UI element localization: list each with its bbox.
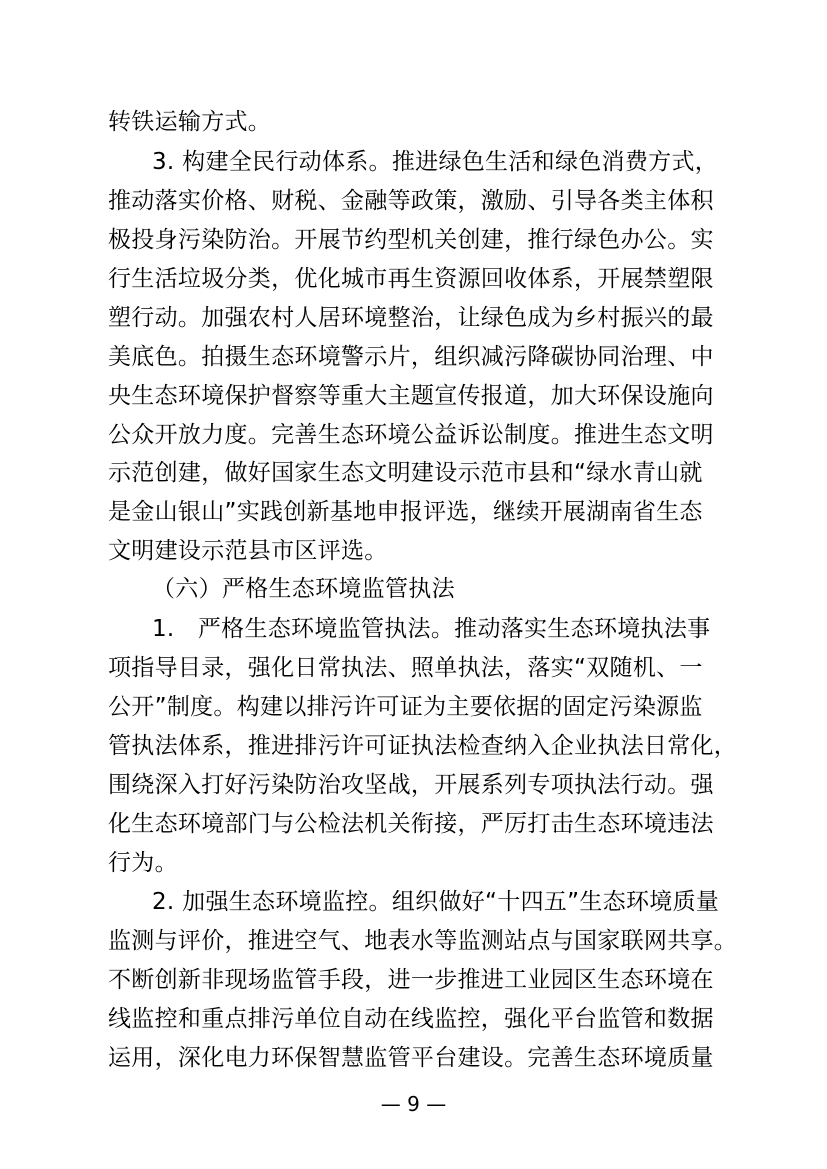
text-line: 不断创新非现场监管手段，进一步推进工业园区生态环境在 <box>108 967 714 993</box>
text-line: 行为。 <box>108 850 178 876</box>
text-line: 3. 构建全民行动体系。推进绿色生活和绿色消费方式， <box>152 149 719 175</box>
text-line: 央生态环境保护督察等重大主题宣传报道，加大环保设施向 <box>108 383 714 409</box>
text-line: 塑行动。加强农村人居环境整治，让绿色成为乡村振兴的最 <box>108 305 714 331</box>
section-heading: （六）严格生态环境监管执法 <box>152 576 455 602</box>
text-line: 运用，深化电力环保智慧监管平台建设。完善生态环境质量 <box>108 1045 714 1071</box>
text-line: 美底色。拍摄生态环境警示片，组织减污降碳协同治理、中 <box>108 344 714 370</box>
text-line: 示范创建，做好国家生态文明建设示范市县和“绿水青山就 <box>108 460 703 486</box>
text-line: 文明建设示范县市区评选。 <box>108 538 388 564</box>
text-line: 1. 严格生态环境监管执法。推动落实生态环境执法事 <box>152 616 711 642</box>
text-line: 转铁运输方式。 <box>108 109 272 135</box>
text-line: 公开”制度。构建以排污许可证为主要依据的固定污染源监 <box>108 694 703 720</box>
text-line: 公众开放力度。完善生态环境公益诉讼制度。推进生态文明 <box>108 422 714 448</box>
text-line: 极投身污染防治。开展节约型机关创建，推行绿色办公。实 <box>108 227 714 253</box>
text-line: 管执法体系，推进排污许可证执法检查纳入企业执法日常化， <box>108 733 738 759</box>
text-line: 化生态环境部门与公检法机关衔接，严厉打击生态环境违法 <box>108 811 714 837</box>
text-line: 2. 加强生态环境监控。组织做好“十四五”生态环境质量 <box>152 889 720 915</box>
text-line: 围绕深入打好污染防治攻坚战，开展系列专项执法行动。强 <box>108 772 714 798</box>
text-line: 推动落实价格、财税、金融等政策，激励、引导各类主体积 <box>108 188 714 214</box>
text-line: 监测与评价，推进空气、地表水等监测站点与国家联网共享。 <box>108 928 738 954</box>
text-line: 行生活垃圾分类，优化城市再生资源回收体系，开展禁塑限 <box>108 266 714 292</box>
text-line: 线监控和重点排污单位自动在线监控，强化平台监管和数据 <box>108 1006 714 1032</box>
page-number: — 9 — <box>380 1092 447 1116</box>
text-line: 项指导目录，强化日常执法、照单执法，落实“双随机、一 <box>108 655 703 681</box>
text-line: 是金山银山”实践创新基地申报评选，继续开展湖南省生态 <box>108 499 703 525</box>
